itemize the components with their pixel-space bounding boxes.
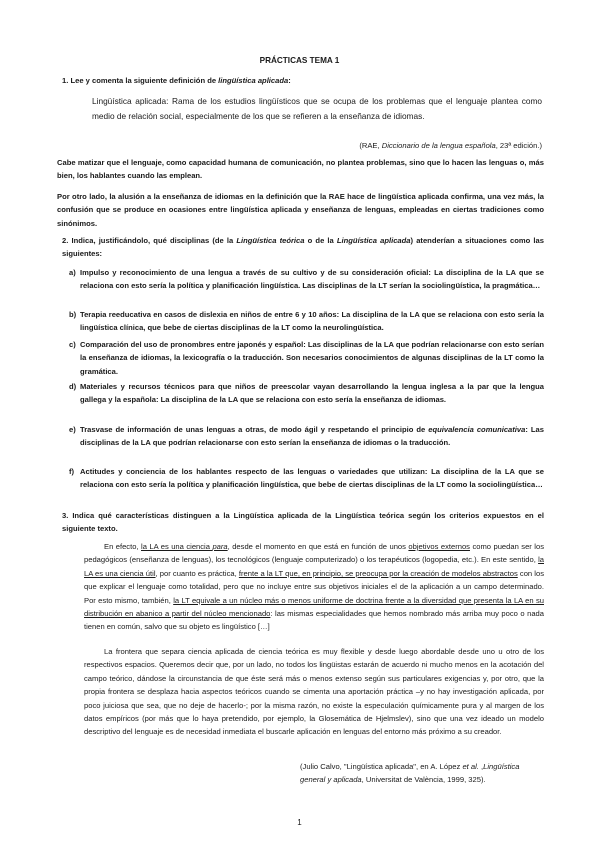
list-item-letter: c): [69, 340, 76, 349]
question-2-term-2: Lingüística aplicada: [336, 236, 411, 245]
question-1-lead-end: :: [288, 76, 291, 85]
list-item-letter: e): [69, 425, 76, 434]
question-1-number: 1.: [62, 76, 69, 85]
list-item-text: Terapia reeducativa en casos de dislexia en niños de entre 6 y 10 años: La disciplina de la LA que se relaciona con esto sería la lingüística clínica, que bebe de ciertas disciplinas de la LT como la neurolingüística.: [80, 310, 544, 333]
question-3: [62, 509, 544, 536]
definition-quote: Lingüística aplicada: Rama de los estudios lingüísticos que se ocupa de los problemas que el lenguaje plantea como medio de relación social, especialmente de los que se refieren a la enseñanza de idiomas.: [92, 96, 542, 122]
list-item-text: [80, 423, 544, 450]
page-number: 1: [297, 818, 302, 827]
citation-part: ,: [478, 762, 484, 771]
list-item-a: [69, 266, 544, 293]
list-item-term: equivalencia comunicativa: [428, 425, 526, 434]
question-2-lead-c: ) atenderían a situaciones como las siguientes:: [62, 236, 544, 259]
question-1-lead-term: lingüística aplicada: [218, 76, 289, 85]
question-3-number: 3.: [62, 511, 69, 520]
question-2-lead-b: o de la: [304, 236, 337, 245]
quoted-text-paragraph-1: [84, 540, 544, 634]
list-item-text: Materiales y recursos técnicos para que niños de preescolar vayan desarrollando la lengua inglesa a la par que la lengua gallega y la española: La disciplina de la LA que se relaciona con esto sería la enseñanza de idiomas.: [80, 382, 544, 405]
question-2-lead-a: Indica, justificándolo, qué disciplinas (de la: [71, 236, 237, 245]
list-item-d: [69, 380, 544, 407]
answer-1-paragraph-2: Por otro lado, la alusión a la enseñanza de idiomas en la definición que la RAE hace de lingüística aplicada confirma, una vez más, la confusión que se produce en ocasiones entre lingüística aplicada y enseñanza de lenguas, empleadas en ciertas tradiciones como sinónimos.: [57, 192, 544, 228]
underlined-phrase: la LA es una ciencia: [141, 542, 213, 551]
answer-1-paragraph-1: Cabe matizar que el lenguaje, como capacidad humana de comunicación, no plantea problemas, sino que lo hacen las lenguas o, más bien, los hablantes cuando las emplean.: [57, 158, 544, 181]
underlined-phrase: la LT equivale a un núcleo más o menos uniforme de doctrina frente a la diversidad que presenta la LA en su distribución en abanico a partir del núcleo mencionado: [84, 595, 544, 619]
question-2-number: 2.: [62, 236, 69, 245]
quoted-text-paragraph-2: La frontera que separa ciencia aplicada de ciencia teórica es muy flexible y desde luego abordable desde uno u otro de los respectivos espacios. Queremos decir que, por un lado, no todos los lingüistas estarán de acuerdo ni mucho menos en la acotación del campo teórico, dándose la circunstancia de que éste será más o menos extenso según sus particulares exigencias y, por otro, que la propia frontera se desplaza hacia aspectos teóricos cuando se cimenta una aportación práctica –y no hay investigación aplicada, por poco juiciosa que sea, que no deje de hacerlo-; por la misma razón, no existe la especulación químicamente pura y al margen de los datos empíricos (por más que lo haya pretendido, por ejemplo, la Glosemática de Hjelmslev), sino que una vez ideado un modelo descriptivo del lenguaje es de necesidad inmediata el buscarle aplicación en lenguas del entorno más próximo a su creador.: [84, 647, 544, 737]
list-item-text-pre: Trasvase de información de unas lenguas a otras, de modo ágil y respetando el principio de: [80, 425, 429, 434]
quoted-text-span: : las mismas especialidades que hemos nombrado más arriba muy poco o nada tienen en común, salvo que su objeto es lingüístico […]: [84, 609, 544, 632]
citation-book-title: Lingüística general y aplicada: [300, 762, 520, 784]
page-title: PRÁCTICAS TEMA 1: [259, 56, 340, 65]
underlined-phrase: objetivos externos: [408, 542, 470, 551]
quoted-text-span: con los que explicar el lenguaje como totalidad, pero que no incluye entre sus objetivos iniciales el de la aplicación a un campo determinado. Por esto mismo, también,: [84, 568, 545, 605]
question-1: [62, 74, 542, 87]
citation-part: (Julio Calvo, "Lingüística aplicada", en A. López: [300, 762, 463, 771]
source-post: , 23ª edición.): [495, 141, 542, 150]
underlined-italic-word: para: [212, 542, 228, 551]
question-2-term-1: Lingüística teórica: [236, 236, 305, 245]
list-item-text-post: : Las disciplinas de la LA que podrían relacionarse con esto serían la enseñanza de idiomas o la traducción.: [80, 425, 545, 448]
list-item-letter: b): [69, 310, 77, 319]
list-item-c: [69, 338, 544, 378]
underlined-phrase: frente a la LT que, en principio, se preocupa por la creación de modelos abstractos: [238, 568, 518, 578]
definition-source: [300, 139, 542, 152]
citation-part: , Universitat de València, 1999, 325).: [361, 774, 486, 784]
source-title: Diccionario de la lengua española: [381, 141, 496, 150]
quoted-text-span: , por cuanto es práctica,: [155, 568, 239, 578]
list-item-letter: a): [69, 268, 76, 277]
question-1-lead: Lee y comenta la siguiente definición de: [70, 76, 219, 85]
question-2: [62, 234, 544, 261]
quoted-text-span: En efecto,: [104, 542, 142, 551]
source-pre: (RAE,: [359, 141, 382, 150]
list-item-letter: f): [69, 467, 75, 476]
list-item-text: Actitudes y conciencia de los hablantes respecto de las lenguas o variedades que utilizan: La disciplina de la LA que se relaciona con esto sería la política y planificación lingüística, que bebe de ciertas disciplinas de la LT como la sociolingüística…: [80, 467, 544, 490]
list-item-e: [69, 423, 544, 450]
question-3-lead: Indica qué características distinguen a la Lingüística aplicada de la Lingüística teórica según los criterios expuestos en el siguiente texto.: [62, 511, 544, 534]
list-item-text: Impulso y reconocimiento de una lengua a través de su cultivo y de su consideración oficial: La disciplina de la LA que se relaciona con esto sería la política y planificación lingüística. Las disciplinas de la LT serían la sociolingüística, la pragmática…: [80, 268, 544, 291]
list-item-text: Comparación del uso de pronombres entre japonés y español: Las disciplinas de la LA que podrían relacionarse con esto serían la enseñanza de idiomas, la lexicografía o la traducción. Son necesarios conocimientos de algunas disciplinas de la LT como la gramática.: [80, 340, 544, 376]
quoted-text-span: , desde el momento en que está en función de unos: [227, 542, 409, 551]
list-item-b: [69, 308, 544, 335]
citation-italic: et al.: [462, 762, 479, 771]
list-item-f: [69, 465, 544, 492]
underlined-phrase: la LA es una ciencia útil: [84, 555, 544, 578]
quoted-text-span: como puedan ser los pedagógicos (enseñanza de lenguas), los tecnológicos (lenguaje computerizado) o los terapéuticos (logopedia, etc.). En este sentido,: [84, 542, 544, 565]
list-item-letter: d): [69, 382, 77, 391]
quoted-text-citation: [300, 761, 546, 786]
